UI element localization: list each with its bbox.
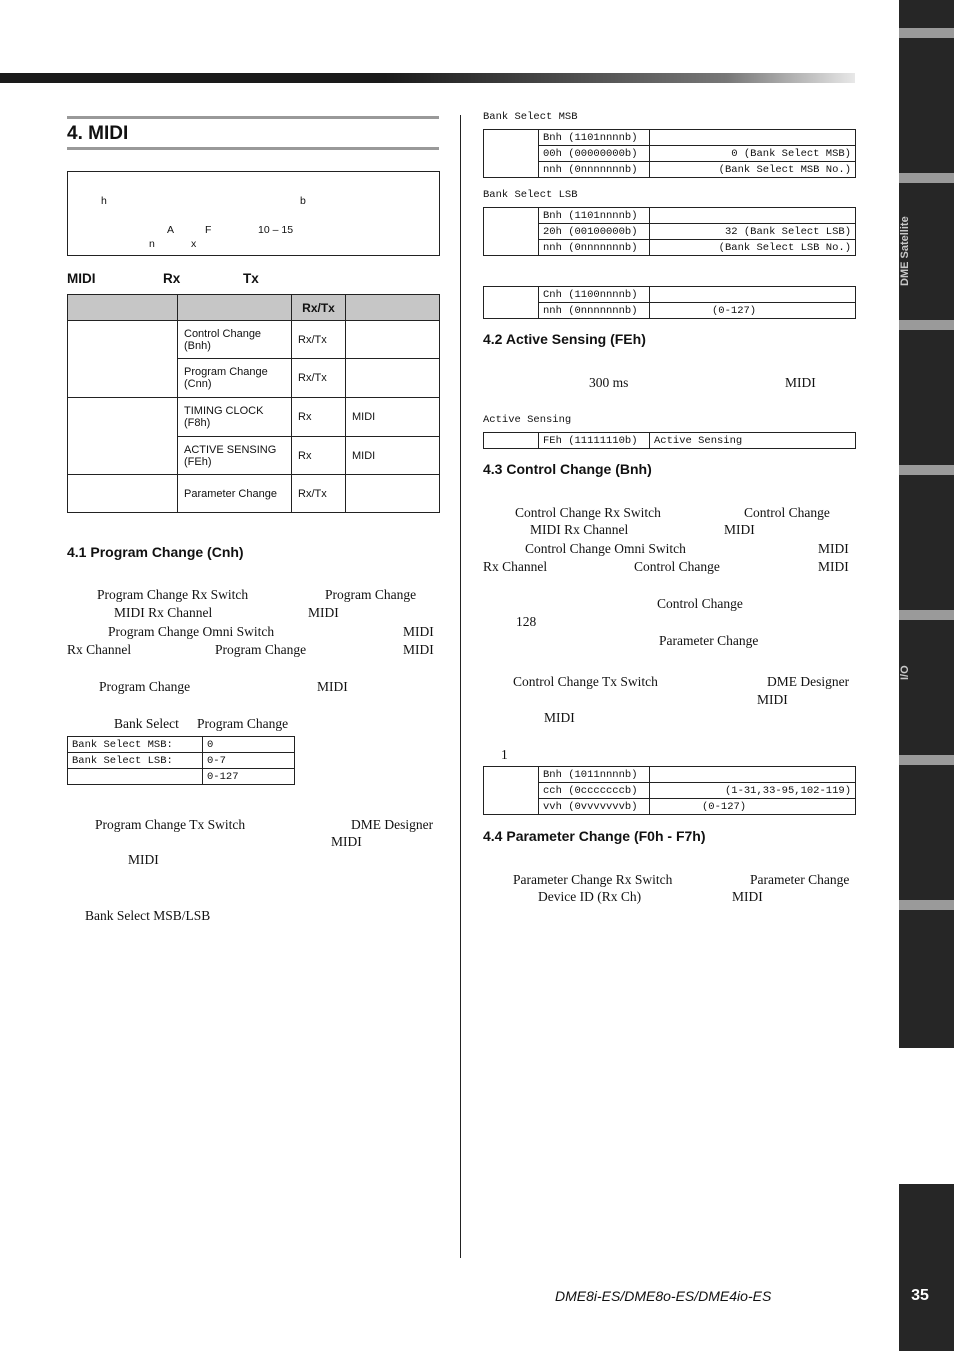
text-fragment: 128 — [516, 614, 537, 629]
text-fragment: MIDI — [331, 834, 362, 849]
table-row — [68, 737, 295, 753]
tab-separator — [899, 610, 954, 620]
text-fragment: Program Change — [197, 716, 289, 731]
table-cell: Parameter Change — [178, 475, 292, 513]
table-row — [484, 208, 856, 224]
subheading-part: MIDI — [67, 271, 96, 286]
table-cell: (0-127) — [650, 303, 856, 319]
table-label: Bank Select MSB — [483, 111, 578, 123]
table-cell: Rx — [292, 437, 346, 475]
table-cell: (Bank Select MSB No.) — [650, 162, 856, 178]
text-fragment: Parameter Change — [750, 872, 850, 887]
table-cell: 0-127 — [203, 769, 295, 785]
tab-io[interactable] — [899, 620, 954, 755]
table-cell — [68, 398, 178, 475]
text-fragment: DME Designer — [351, 817, 434, 832]
text-fragment: Device ID (Rx Ch) — [538, 889, 642, 904]
tab-separator — [899, 900, 954, 910]
tab-block — [899, 475, 954, 610]
text-fragment: DME Designer — [767, 674, 850, 689]
table-cell: Bnh (1101nnnnb) — [539, 208, 650, 224]
text-fragment: Control Change Omni Switch — [525, 541, 686, 556]
text-fragment: Program Change — [325, 587, 417, 602]
tab-separator — [899, 465, 954, 475]
tab-block — [899, 330, 954, 465]
text-fragment: Control Change Tx Switch — [513, 674, 658, 689]
table-cell: 00h (00000000b) — [539, 146, 650, 162]
column-divider — [460, 115, 461, 1258]
table-cell: 0 (Bank Select MSB) — [650, 146, 856, 162]
table-cell — [346, 359, 440, 398]
text-fragment: Program Change Rx Switch — [97, 587, 249, 602]
table-cell: nnh (0nnnnnnnb) — [539, 303, 650, 319]
table-row — [484, 240, 856, 256]
text-fragment: MIDI Rx Channel — [530, 522, 629, 537]
text-fragment: MIDI — [785, 375, 816, 390]
text-fragment: MIDI — [724, 522, 755, 537]
text-fragment: Bank Select MSB/LSB — [85, 908, 211, 923]
text-fragment: MIDI — [403, 642, 434, 657]
table-label: Bank Select LSB — [483, 189, 578, 201]
table-cell — [484, 767, 539, 815]
chapter-tabs — [899, 0, 954, 1351]
table-cell: nnh (0nnnnnnnb) — [539, 162, 650, 178]
table-cell: 0-7 — [203, 753, 295, 769]
table-cell: 20h (00100000b) — [539, 224, 650, 240]
midi-message-table — [67, 294, 440, 513]
table-cell: (Bank Select LSB No.) — [650, 240, 856, 256]
text-fragment: MIDI — [818, 559, 849, 574]
text-fragment: MIDI — [818, 541, 849, 556]
table-header-cell — [68, 295, 178, 321]
table-cell — [68, 475, 178, 513]
text-fragment: 300 ms — [589, 375, 629, 390]
table-cell: TIMING CLOCK (F8h) — [178, 398, 292, 437]
program-change-msg-table — [483, 286, 856, 319]
table-cell: (1-31,33-95,102-119) — [650, 783, 856, 799]
text-fragment: Bank Select — [114, 716, 179, 731]
tab-block — [899, 765, 954, 900]
text-fragment: Control Change — [634, 559, 720, 574]
table-cell: Bnh (1011nnnnb) — [539, 767, 650, 783]
table-row — [484, 799, 856, 815]
table-cell: 0 — [203, 737, 295, 753]
tab-separator — [899, 28, 954, 38]
table-cell: Bnh (1101nnnnb) — [539, 130, 650, 146]
text-fragment: MIDI — [544, 710, 575, 725]
table-cell — [650, 287, 856, 303]
section-heading: 4.2 Active Sensing (FEh) — [483, 331, 646, 347]
note-box — [67, 171, 440, 256]
table-row — [68, 753, 295, 769]
bank-select-lsb-table — [483, 207, 856, 256]
tab-separator — [899, 320, 954, 330]
table-row — [484, 433, 856, 449]
text-fragment: MIDI Rx Channel — [114, 605, 213, 620]
table-cell: Rx — [292, 398, 346, 437]
subheading — [67, 271, 259, 286]
table-row — [68, 398, 440, 437]
table-cell — [346, 475, 440, 513]
table-row — [68, 475, 440, 513]
text-fragment: Parameter Change — [659, 633, 759, 648]
tab-separator — [899, 173, 954, 183]
note-text: n — [149, 238, 155, 250]
table-row — [68, 769, 295, 785]
tab-label: I/O — [899, 665, 911, 680]
note-text: A — [167, 224, 175, 236]
table-header-cell — [178, 295, 292, 321]
table-cell — [484, 287, 539, 319]
text-fragment: Rx Channel — [483, 559, 548, 574]
text-fragment: MIDI — [732, 889, 763, 904]
table-cell: Rx/Tx — [292, 321, 346, 359]
bank-select-msb-table — [483, 129, 856, 178]
text-fragment: Rx Channel — [67, 642, 132, 657]
note-text: 10 – 15 — [258, 224, 294, 236]
section-heading: 4.4 Parameter Change (F0h - F7h) — [483, 828, 706, 844]
page-number: 35 — [911, 1287, 929, 1304]
note-text: h — [101, 195, 107, 207]
table-cell: Cnh (1100nnnnb) — [539, 287, 650, 303]
section-heading: 4.3 Control Change (Bnh) — [483, 461, 652, 477]
table-row — [484, 162, 856, 178]
table-cell — [650, 208, 856, 224]
heading-rule — [67, 116, 439, 119]
heading-rule — [67, 147, 439, 150]
table-row — [484, 767, 856, 783]
table-header-row — [68, 295, 440, 321]
table-row — [484, 287, 856, 303]
table-cell — [650, 130, 856, 146]
table-cell — [484, 130, 539, 178]
text-fragment: Program Change Tx Switch — [95, 817, 246, 832]
table-cell: vvh (0vvvvvvvb) — [539, 799, 650, 815]
section-title: 4. MIDI — [67, 123, 129, 144]
table-row — [484, 130, 856, 146]
text-fragment: Program Change — [99, 679, 191, 694]
table-cell: Bank Select LSB: — [68, 753, 203, 769]
table-cell — [68, 769, 203, 785]
table-cell: MIDI — [346, 398, 440, 437]
table-cell: Program Change (Cnn) — [178, 359, 292, 398]
bank-select-table — [67, 736, 295, 785]
table-header-cell — [346, 295, 440, 321]
table-cell: FEh (11111110b) — [539, 433, 650, 449]
table-cell: MIDI — [346, 437, 440, 475]
text-fragment: Control Change — [657, 596, 743, 611]
table-row — [484, 783, 856, 799]
text-fragment: Program Change Omni Switch — [108, 624, 275, 639]
table-cell — [484, 208, 539, 256]
table-cell: Control Change (Bnh) — [178, 321, 292, 359]
tab-block — [899, 38, 954, 173]
table-row — [484, 224, 856, 240]
text-fragment: Control Change — [744, 505, 830, 520]
text-fragment: Program Change — [215, 642, 307, 657]
table-cell — [68, 321, 178, 398]
text-fragment: MIDI — [403, 624, 434, 639]
tab-dme-satellite[interactable] — [899, 183, 954, 320]
table-row — [484, 146, 856, 162]
table-cell: cch (0cccccccb) — [539, 783, 650, 799]
table-cell: ACTIVE SENSING (FEh) — [178, 437, 292, 475]
table-cell — [650, 767, 856, 783]
table-row — [68, 321, 440, 359]
tab-block — [899, 0, 954, 28]
section-heading: 4.1 Program Change (Cnh) — [67, 544, 244, 560]
tab-block — [899, 910, 954, 1048]
note-text: F — [205, 224, 212, 236]
table-cell — [346, 321, 440, 359]
text-fragment: MIDI — [308, 605, 339, 620]
header-bar — [0, 73, 855, 83]
tab-label: DME Satellite — [899, 216, 911, 287]
tab-separator — [899, 755, 954, 765]
table-header-cell: Rx/Tx — [292, 295, 346, 321]
model-footer: DME8i-ES/DME8o-ES/DME4io-ES — [555, 1288, 772, 1304]
table-cell: (0-127) — [650, 799, 856, 815]
control-change-msg-table — [483, 766, 856, 815]
table-cell: Active Sensing — [650, 433, 856, 449]
table-label: Active Sensing — [483, 414, 572, 426]
text-fragment: Control Change Rx Switch — [515, 505, 661, 520]
active-sensing-table — [483, 432, 856, 449]
table-cell: 32 (Bank Select LSB) — [650, 224, 856, 240]
text-fragment: 1 — [501, 747, 508, 762]
table-cell: Bank Select MSB: — [68, 737, 203, 753]
text-fragment: MIDI — [757, 692, 788, 707]
text-fragment: MIDI — [128, 852, 159, 867]
note-text: x — [191, 238, 197, 250]
table-cell: nnh (0nnnnnnnb) — [539, 240, 650, 256]
note-text: b — [300, 195, 306, 207]
text-fragment: Parameter Change Rx Switch — [513, 872, 673, 887]
table-row — [484, 303, 856, 319]
subheading-part: Rx — [163, 271, 181, 286]
subheading-part: Tx — [243, 271, 259, 286]
table-cell — [484, 433, 539, 449]
table-cell: Rx/Tx — [292, 475, 346, 513]
table-cell: Rx/Tx — [292, 359, 346, 398]
text-fragment: MIDI — [317, 679, 348, 694]
page-number-block — [899, 1184, 954, 1351]
